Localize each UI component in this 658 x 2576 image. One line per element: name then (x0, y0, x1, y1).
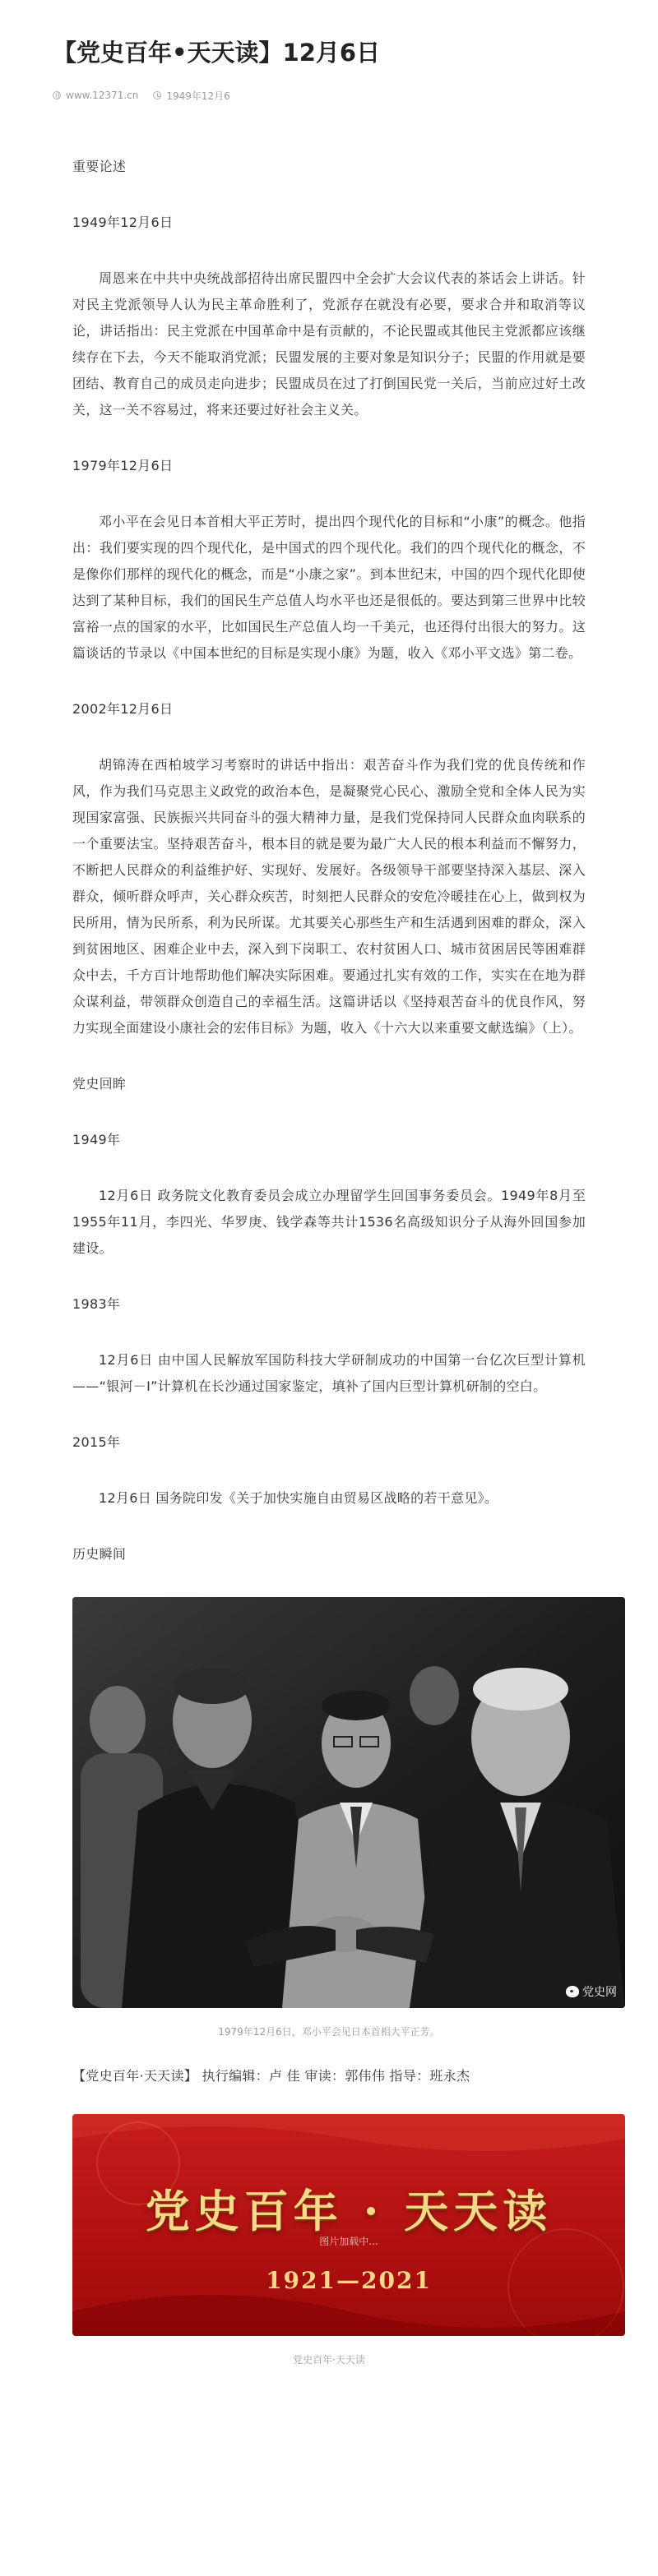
banner-loading-text: 图片加载中... (319, 2235, 378, 2247)
section-heading: 重要论述 (72, 158, 127, 174)
year-heading: 1949年 (72, 1131, 121, 1147)
photo-watermark (566, 1983, 617, 2000)
body-paragraph: 胡锦涛在西柏坡学习考察时的讲话中指出：艰苦奋斗作为我们党的优良传统和作风，作为我们马克思主义政党的政治本色，是凝聚党心民心、激励全党和全体人民为实现国家富强、民族振兴共同奋斗的强大精神力量，是我们党保持同人民群众血肉联系的一个重要法宝。坚持艰苦奋斗，根本目的就是要为最广大人民的根本利益而不懈努力，不断把人民群众的利益维护好、实现好、发展好。各级领导干部要坚持深入基层、深入群众，倾听群众呼声，关心群众疾苦，时刻把人民群众的安危冷暖挂在心上，做到权为民所用，情为民所系，利为民所谋。尤其要关心那些生产和生活遇到困难的群众，深入到贫困地区、困难企业中去，深入到下岗职工、农村贫困人口、城市贫困居民等困难群众中去，千方百计地帮助他们解决实际困难。要通过扎实有效的工作，实实在在地为群众谋利益，带领群众创造自己的幸福生活。这篇讲话以《坚持艰苦奋斗的优良作风，努力实现全面建设小康社会的宏伟目标》为题，收入《十六大以来重要文献选编》（上）。 (72, 756, 586, 1036)
watermark-text: 党史网 (582, 1985, 617, 1999)
year-heading: 1983年 (72, 1295, 121, 1312)
weibo-icon (566, 1986, 579, 1997)
editor-credits: 【党史百年·天天读】 执行编辑：卢 佳 审读：郭伟伟 指导：班永杰 (72, 2067, 470, 2084)
source-link[interactable]: www.12371.cn (66, 90, 139, 102)
date-heading: 1949年12月6日 (72, 214, 174, 230)
banner-title: 党史百年 · 天天读 (145, 2184, 553, 2237)
date-meta (153, 89, 229, 103)
publish-date: 1949年12月6 (166, 90, 230, 102)
source-meta[interactable] (53, 90, 138, 101)
banner-years: 1921—2021 (266, 2266, 432, 2294)
date-heading: 1979年12月6日 (72, 457, 174, 473)
body-paragraph: 12月6日 由中国人民解放军国防科技大学研制成功的中国第一台亿次巨型计算机——“银河－Ⅰ”计算机在长沙通过国家鉴定，填补了国内巨型计算机研制的空白。 (72, 1351, 586, 1394)
article-meta (53, 89, 605, 103)
body-paragraph: 12月6日 政务院文化教育委员会成立办理留学生回国事务委员会。1949年8月至1955年11月，李四光、华罗庚、钱学森等共计1536名高级知识分子从海外回国参加建设。 (72, 1187, 586, 1256)
section-heading: 历史瞬间 (72, 1545, 127, 1562)
year-heading: 2015年 (72, 1433, 121, 1450)
banner-caption: 党史百年·天天读 (293, 2353, 365, 2366)
article-body (53, 154, 617, 2366)
globe-icon (53, 91, 61, 99)
series-banner[interactable] (72, 2114, 625, 2336)
photo-image (72, 1597, 625, 2008)
historical-photo[interactable] (72, 1597, 625, 2008)
photo-caption: 1979年12月6日，邓小平会见日本首相大平正芳。 (218, 2025, 440, 2038)
body-paragraph: 12月6日 国务院印发《关于加快实施自由贸易区战略的若干意见》。 (99, 1489, 498, 1506)
date-heading: 2002年12月6日 (72, 700, 174, 717)
section-heading: 党史回眸 (72, 1075, 127, 1092)
body-paragraph: 邓小平在会见日本首相大平正芳时，提出四个现代化的目标和“小康”的概念。他指出：我们要实现的四个现代化，是中国式的四个现代化。我们的四个现代化的概念，不是像你们那样的现代化的概念，而是“小康之家”。到本世纪末，中国的四个现代化即使达到了某种目标，我们的国民生产总值人均水平也还是很低的。要达到第三世界中比较富裕一点的国家的水平，比如国民生产总值人均一千美元，也还得付出很大的努力。这篇谈话的节录以《中国本世纪的目标是实现小康》为题，收入《邓小平文选》第二卷。 (72, 513, 586, 661)
clock-icon (153, 91, 161, 99)
body-paragraph: 周恩来在中共中央统战部招待出席民盟四中全会扩大会议代表的茶话会上讲话。针对民主党派领导人认为民主革命胜利了，党派存在就没有必要，要求合并和取消等议论，讲话指出：民主党派在中国革命中是有贡献的，不论民盟或其他民主党派都应该继续存在下去，今天不能取消党派；民盟发展的主要对象是知识分子；民盟的作用就是要团结、教育自己的成员走向进步；民盟成员在过了打倒国民党一关后，当前应过好土改关，这一关不容易过，将来还要过好社会主义关。 (72, 270, 586, 418)
article-title: 【党史百年•天天读】12月6日 (53, 39, 381, 67)
